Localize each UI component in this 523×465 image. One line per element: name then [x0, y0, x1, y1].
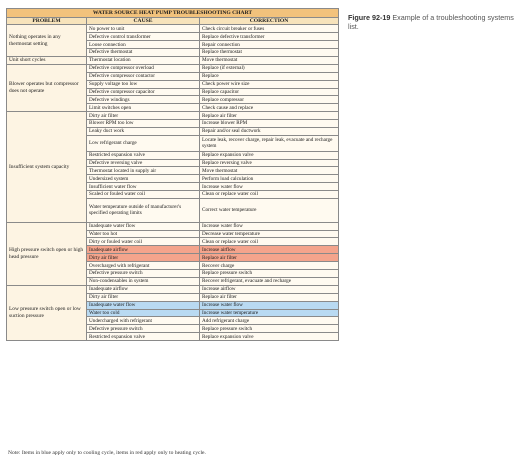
correction-cell: Clean or replace water coil — [200, 238, 339, 246]
cause-cell: Defective reversing valve — [87, 159, 200, 167]
cause-cell: Inadequate airflow — [87, 246, 200, 254]
correction-cell: Increase water flow — [200, 222, 339, 230]
correction-cell: Replace expansion valve — [200, 333, 339, 341]
correction-cell: Check power wire size — [200, 80, 339, 88]
troubleshooting-chart — [6, 8, 338, 341]
header-problem: PROBLEM — [7, 18, 87, 25]
figure-number: Figure 92-19 — [348, 13, 391, 22]
cause-cell: Defective compressor capacitor — [87, 88, 200, 96]
correction-cell: Replace thermostat — [200, 49, 339, 57]
cause-cell: Defective windings — [87, 96, 200, 104]
correction-cell: Repair and/or seal ductwork — [200, 127, 339, 135]
cause-cell: Dirty or fouled water coil — [87, 238, 200, 246]
correction-cell: Move thermostat — [200, 56, 339, 64]
cause-cell: Dirty air filter — [87, 293, 200, 301]
cause-cell: Inadequate airflow — [87, 285, 200, 293]
correction-cell: Replace (if external) — [200, 64, 339, 72]
correction-cell: Replace pressure switch — [200, 325, 339, 333]
cause-cell: No power to unit — [87, 25, 200, 33]
cause-cell: Inadequate water flow — [87, 301, 200, 309]
cause-cell: Restricted expansion valve — [87, 151, 200, 159]
cause-cell: Thermostat location — [87, 56, 200, 64]
cause-cell: Overcharged with refrigerant — [87, 262, 200, 270]
correction-cell: Replace pressure switch — [200, 270, 339, 278]
table-row — [7, 25, 339, 33]
table-row — [7, 222, 339, 230]
color-legend-note: Note: Items in blue apply only to cooling cycle, items in red apply only to heating cycle. — [8, 450, 206, 456]
correction-cell: Correct water temperature — [200, 199, 339, 223]
cause-cell: Dirty air filter — [87, 112, 200, 120]
correction-cell: Increase airflow — [200, 246, 339, 254]
correction-cell: Check circuit breaker or fuses — [200, 25, 339, 33]
correction-cell: Recover refrigerant, evacuate and recharge — [200, 277, 339, 285]
cause-cell: Thermostat located in supply air — [87, 167, 200, 175]
problem-cell: High pressure switch open or high head pressure — [7, 222, 87, 285]
cause-cell: Scaled or fouled water coil — [87, 191, 200, 199]
cause-cell: Water temperature outside of manufacturer's specified operating limits — [87, 199, 200, 223]
correction-cell: Replace air filter — [200, 254, 339, 262]
cause-cell: Defective pressure switch — [87, 325, 200, 333]
table-row — [7, 64, 339, 72]
problem-cell: Unit short cycles — [7, 56, 87, 64]
table-header-row — [7, 18, 339, 25]
correction-cell: Repair connection — [200, 41, 339, 49]
correction-cell: Perform load calculation — [200, 175, 339, 183]
cause-cell: Defective control transformer — [87, 33, 200, 41]
problem-cell: Insufficient system capacity — [7, 112, 87, 223]
cause-cell: Undersized system — [87, 175, 200, 183]
correction-cell: Replace air filter — [200, 112, 339, 120]
problem-cell: Nothing operates in any thermostat setting — [7, 25, 87, 57]
cause-cell: Blower RPM too low — [87, 120, 200, 128]
correction-cell: Replace — [200, 72, 339, 80]
cause-cell: Defective thermostat — [87, 49, 200, 57]
figure-caption — [348, 13, 518, 31]
problem-cell: Low pressure switch open or low suction pressure — [7, 285, 87, 340]
cause-cell: Defective compressor overload — [87, 64, 200, 72]
cause-cell: Defective pressure switch — [87, 270, 200, 278]
correction-cell: Replace defective transformer — [200, 33, 339, 41]
cause-cell: Loose connection — [87, 41, 200, 49]
correction-cell: Decrease water temperature — [200, 230, 339, 238]
troubleshooting-table — [6, 8, 339, 341]
header-cause: CAUSE — [87, 18, 200, 25]
correction-cell: Replace compressor — [200, 96, 339, 104]
correction-cell: Move thermostat — [200, 167, 339, 175]
correction-cell: Clean or replace water coil — [200, 191, 339, 199]
cause-cell: Undercharged with refrigerant — [87, 317, 200, 325]
correction-cell: Increase water flow — [200, 183, 339, 191]
correction-cell: Increase water flow — [200, 301, 339, 309]
table-body — [7, 25, 339, 341]
cause-cell: Restricted expansion valve — [87, 333, 200, 341]
correction-cell: Increase blower RPM — [200, 120, 339, 128]
correction-cell: Locate leak, recover charge, repair leak, evacuate and recharge system — [200, 135, 339, 151]
cause-cell: Leaky duct work — [87, 127, 200, 135]
cause-cell: Insufficient water flow — [87, 183, 200, 191]
correction-cell: Replace capacitor — [200, 88, 339, 96]
correction-cell: Increase water temperature — [200, 309, 339, 317]
table-title: WATER SOURCE HEAT PUMP TROUBLESHOOTING CHART — [7, 9, 339, 18]
cause-cell: Low refrigerant charge — [87, 135, 200, 151]
problem-cell: Blower operates but compressor does not operate — [7, 64, 87, 111]
correction-cell: Recover charge — [200, 262, 339, 270]
cause-cell: Supply voltage too low — [87, 80, 200, 88]
cause-cell: Defective compressor contactor — [87, 72, 200, 80]
correction-cell: Replace reversing valve — [200, 159, 339, 167]
cause-cell: Limit switches open — [87, 104, 200, 112]
cause-cell: Water too cold — [87, 309, 200, 317]
table-title-row — [7, 9, 339, 18]
correction-cell: Add refrigerant charge — [200, 317, 339, 325]
table-row — [7, 56, 339, 64]
header-correction: CORRECTION — [200, 18, 339, 25]
figure-caption-text: Example of a troubleshooting systems list. — [348, 13, 514, 31]
cause-cell: Inadequate water flow — [87, 222, 200, 230]
cause-cell: Dirty air filter — [87, 254, 200, 262]
table-row — [7, 112, 339, 120]
correction-cell: Replace air filter — [200, 293, 339, 301]
correction-cell: Check cause and replace — [200, 104, 339, 112]
correction-cell: Replace expansion valve — [200, 151, 339, 159]
cause-cell: Water too hot — [87, 230, 200, 238]
correction-cell: Increase airflow — [200, 285, 339, 293]
cause-cell: Non-condensables in system — [87, 277, 200, 285]
table-row — [7, 285, 339, 293]
